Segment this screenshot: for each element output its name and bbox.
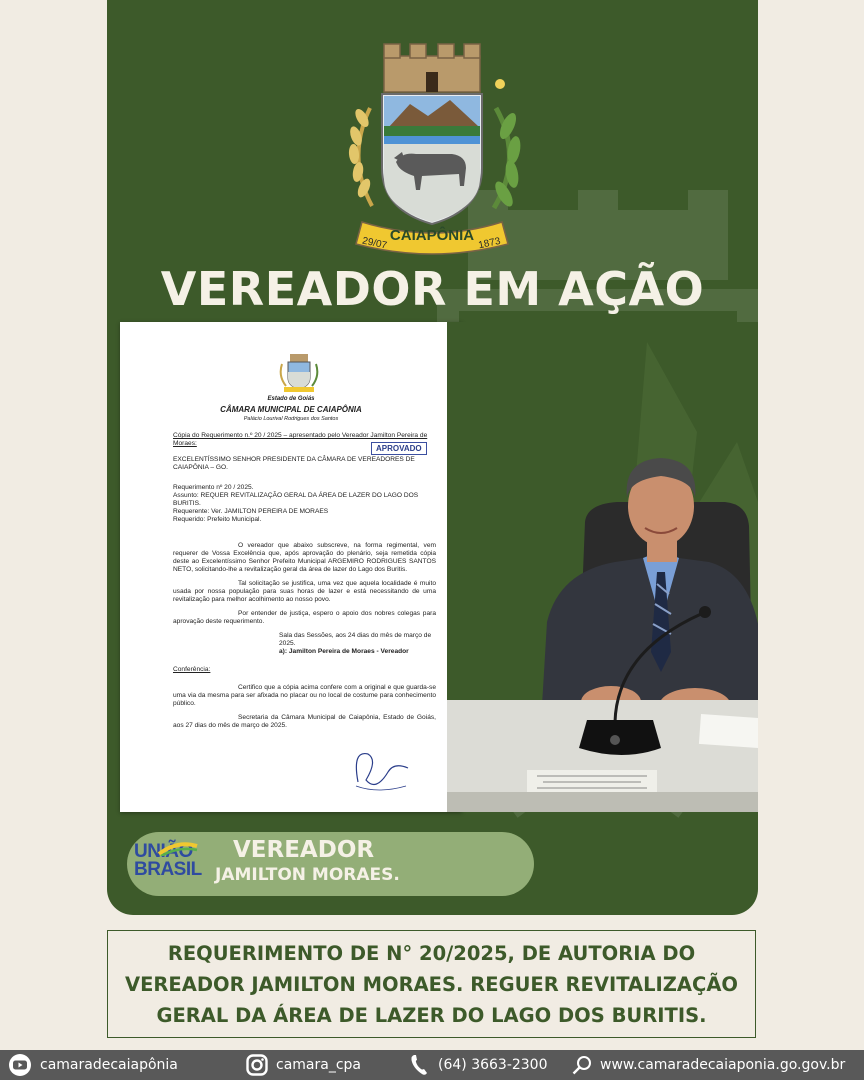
document-subject: Assunto: REQUER REVITALIZAÇÃO GERAL DA ÁREA DE LAZER DO LAGO DOS BURITIS.	[173, 492, 419, 507]
document-conf-title: Conferência:	[173, 666, 211, 673]
footer-website[interactable]	[572, 1050, 845, 1080]
phone-icon	[410, 1054, 430, 1076]
phone-number: (64) 3663-2300	[438, 1057, 548, 1073]
crest-date-right: 1873	[477, 235, 502, 252]
document-salutation: EXCELENTÍSSIMO SENHOR PRESIDENTE DA CÂMARA DE VEREADORES DE CAIAPÔNIA – GO.	[173, 456, 415, 471]
document-palace: Palácio Lourival Rodrigues dos Santos	[243, 416, 339, 422]
instagram-handle: camara_cpa	[276, 1057, 361, 1073]
caption-box	[107, 930, 756, 1038]
pill-title: VEREADOR	[233, 837, 375, 863]
party-line2: BRASIL	[134, 859, 202, 880]
document-sessions: Sala das Sessões, aos 24 dias do mês de março de 2025.	[279, 632, 432, 647]
councilman-name-pill	[127, 832, 534, 896]
document-state: Estado de Goiás	[267, 396, 315, 402]
document-conf-text: Certifico que a cópia acima confere com a original e que guarda-se uma via da mesma para ser afixada no placar ou no local de costume para conhecimento público.	[173, 684, 436, 707]
green-panel	[107, 0, 758, 915]
document-req-no: Requerimento nº 20 / 2025.	[173, 484, 254, 491]
footer-bar	[0, 1050, 864, 1080]
pill-councilman-name: JAMILTON MORAES.	[215, 865, 400, 885]
councilman-photo	[447, 322, 758, 812]
document-requester: Requerente: Ver. JAMILTON PEREIRA DE MORAES	[173, 508, 329, 515]
document-org: CÂMARA MUNICIPAL DE CAIAPÔNIA	[220, 405, 362, 414]
website-url: www.camaradecaiaponia.go.gov.br	[600, 1057, 846, 1073]
municipal-crest	[332, 38, 532, 256]
instagram-icon	[246, 1054, 268, 1076]
document-para3: Por entender de justiça, espero o apoio dos nobres colegas para aprovação deste requerimento.	[173, 610, 436, 625]
caption-text: REQUERIMENTO DE N° 20/2025, DE AUTORIA DO VEREADOR JAMILTON MORAES. REGUER REVITALIZAÇÃO GERAL DA ÁREA DE LAZER DO LAGO DOS BURITIS.	[124, 941, 738, 1027]
youtube-icon	[8, 1053, 32, 1077]
document-copy-line: Cópia do Requerimento n.º 20 / 2025 – apresentado pelo Vereador Jamilton Pereira de Moraes:	[173, 432, 428, 447]
document-crest-icon	[276, 352, 322, 394]
approved-stamp: APROVADO	[371, 442, 427, 455]
footer-instagram[interactable]	[246, 1050, 361, 1080]
document-body	[173, 432, 436, 736]
party-line1: UNIÃO	[134, 841, 193, 862]
signature-stamp	[348, 742, 428, 798]
crest-date-left: 29/07	[361, 235, 388, 252]
document-requested: Requerido: Prefeito Municipal.	[173, 516, 262, 523]
page-headline: VEREADOR EM AÇÃO	[160, 262, 705, 316]
document-para1: O vereador que abaixo subscreve, na forma regimental, vem requerer de Vossa Excelência que, após aprovação do plenário, seja remetida cópia deste ao Excelentíssimo Senhor Prefeito Municipal ARGEMIRO RODRIGUES SANTOS NETO, solicitando-lhe a revitalização geral da área de lazer do Lago dos Buritis.	[173, 542, 436, 573]
document-para2: Tal solicitação se justifica, uma vez que aquela localidade é muito usada por nossa população para suas horas de lazer e está necessitando de uma revitalização para melhor acolhimento ao nosso povo.	[173, 580, 436, 603]
document-secretariat: Secretaria da Câmara Municipal de Caiapônia, Estado de Goiás, aos 27 dias do mês de março de 2025.	[173, 714, 436, 729]
youtube-handle: camaradecaiapônia	[40, 1057, 178, 1073]
search-icon	[572, 1055, 592, 1075]
party-swoosh-icon	[157, 842, 199, 856]
crest-name: CAIAPÔNIA	[389, 227, 475, 244]
document-signed: a): Jamilton Pereira de Moraes - Vereador	[279, 648, 409, 655]
requerimento-document	[120, 322, 462, 812]
footer-phone[interactable]	[410, 1050, 548, 1080]
footer-youtube[interactable]	[8, 1050, 178, 1080]
